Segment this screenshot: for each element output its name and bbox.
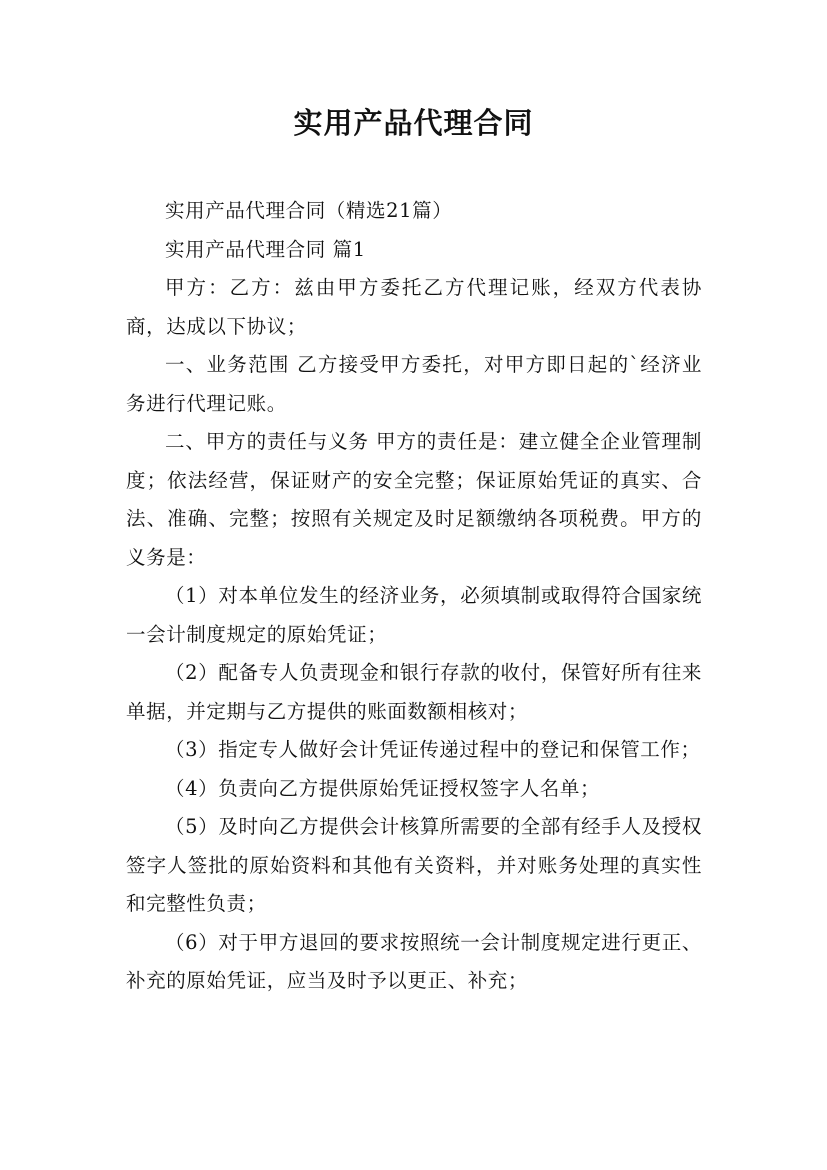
paragraph-item-3: （3）指定专人做好会计凭证传递过程中的登记和保管工作； — [165, 738, 701, 761]
paragraph-item-4: （4）负责向乙方提供原始凭证授权签字人名单； — [165, 776, 601, 800]
document-body — [126, 192, 702, 1001]
paragraph-business-scope: 一、业务范围 乙方接受甲方委托，对甲方即日起的`经济业务进行代理记账。 — [126, 353, 702, 415]
paragraph-subtitle: 实用产品代理合同（精选21篇） — [165, 199, 453, 222]
paragraph-item-5: （5）及时向乙方提供会计核算所需要的全部有经手人及授权签字人签批的原始资料和其他有关资料，并对账务处理的真实性和完整性负责； — [126, 815, 702, 915]
paragraph-item-1: （1）对本单位发生的经济业务，必须填制或取得符合国家统一会计制度规定的原始凭证； — [126, 584, 702, 646]
paragraph-section-heading: 实用产品代理合同 篇1 — [165, 237, 366, 261]
paragraph-item-6: （6）对于甲方退回的要求按照统一会计制度规定进行更正、补充的原始凭证，应当及时予以更正、补充； — [126, 930, 702, 992]
paragraph-parties: 甲方：乙方：兹由甲方委托乙方代理记账，经双方代表协商，达成以下协议； — [126, 276, 702, 338]
document-title: 实用产品代理合同 — [293, 106, 534, 140]
paragraph-item-2: （2）配备专人负责现金和银行存款的收付，保管好所有往来单据，并定期与乙方提供的账面数额相核对； — [126, 661, 702, 723]
paragraph-party-a-duties: 二、甲方的责任与义务 甲方的责任是：建立健全企业管理制度；依法经营，保证财产的安全完整；保证原始凭证的真实、合法、准确、完整；按照有关规定及时足额缴纳各项税费。甲方的义务是： — [126, 430, 702, 569]
